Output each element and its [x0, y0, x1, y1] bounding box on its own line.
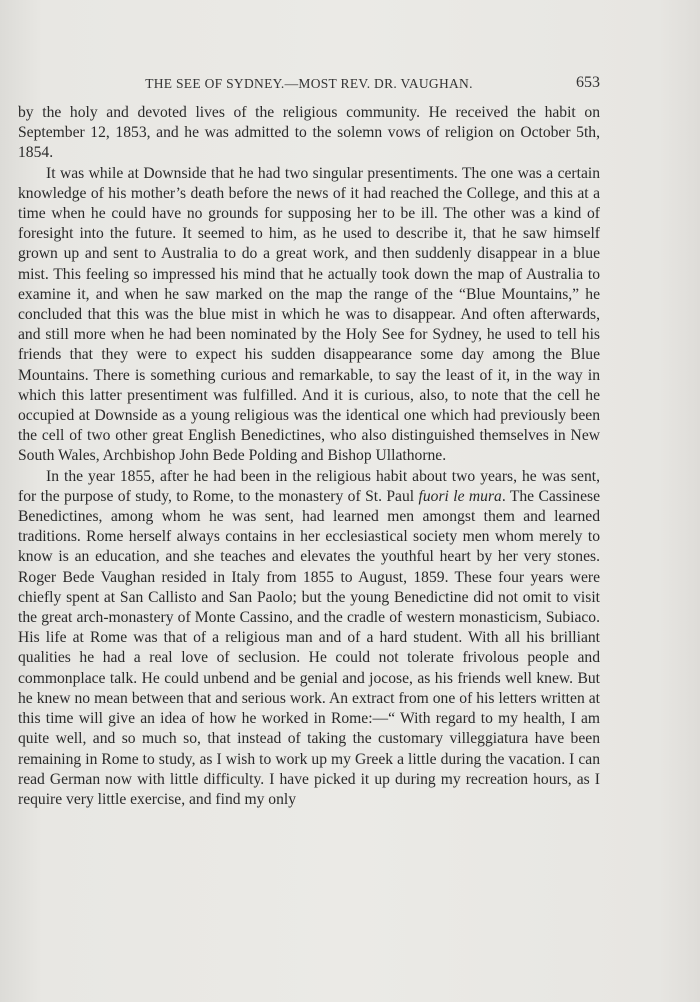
text-run: . The Cassinese Benedictines, among whom he was sent, had learned men amongst them and learned traditions. Rome herself always contains in her ecclesiastical society men whom merely to know is an education, and she teaches and elevates the youthful heart by her very stones. Roger Bede Vaughan resided in Italy from 1855 to August, 1859. These four years were chiefly spent at San Callisto and San Paolo; but the young Benedictine did not omit to visit the great arch-monastery of Monte Cassino, and the cradle of western monasticism, Subiaco. His life at Rome was that of a religious man and of a hard student. With all his brilliant qualities he had a real love of seclusion. He could not tolerate frivolous people and commonplace talk. He could unbend and be genial and jocose, as his friends well knew. But he knew no mean between that and serious work. An extract from one of his letters written at this time will give an idea of how he worked in Rome:—“ With regard to my health, I am quite well, and so much so, that instead of taking the customary villeggiatura have been remaining in Rome to study, as I wish to work up my Greek a little during the vacation. I can read German now with little difficulty. I have picked it up during my recreation hours, as I require very little exercise, and find my only	[18, 487, 600, 808]
text-run: It was while at Downside that he had two singular presentiments. The one was a certain knowledge of his mother’s death before the news of it had reached the College, and this at a time when he could have no grounds for supposing her to be ill. The other was a kind of foresight into the future. It seemed to him, as he used to describe it, that he saw himself grown up and sent to Australia to do a great work, and then suddenly disappear in a blue mist. This feeling so impressed his mind that he actually took down the map of Australia to examine it, and when he saw marked on the map the range of the “Blue Mountains,” he concluded that this was the blue mist in which he was to disappear. And often afterwards, and still more when he had been nominated by the Holy See for Sydney, he used to tell his friends that they were to expect his sudden disappearance some day among the Blue Mountains. There is something curious and remarkable, to say the least of it, in the way in which this latter presentiment was fulfilled. And it is curious, also, to note that the cell he occupied at Downside as a young religious was the identical one which had previously been the cell of two other great English Benedictines, who also distinguished themselves in New South Wales, Archbishop John Bede Polding and Bishop Ullathorne.	[18, 164, 600, 465]
paragraph	[18, 467, 600, 810]
paragraph	[18, 103, 600, 164]
page-number: 653	[576, 74, 600, 91]
text-run: by the holy and devoted lives of the religious community. He received the habit on September 12, 1853, and he was admitted to the solemn vows of religion on October 5th, 1854.	[18, 104, 600, 162]
italic-phrase: fuori le mura	[418, 487, 502, 505]
running-title: THE SEE OF SYDNEY.—MOST REV. DR. VAUGHAN.	[145, 76, 473, 91]
paragraph	[18, 164, 600, 467]
text-run: In the year 1855, after he had been in the religious habit about two years, he was sent, for the purpose of study, to Rome, to the monastery of St. Paul	[18, 467, 600, 505]
running-head	[18, 76, 600, 96]
body-text	[18, 103, 600, 810]
